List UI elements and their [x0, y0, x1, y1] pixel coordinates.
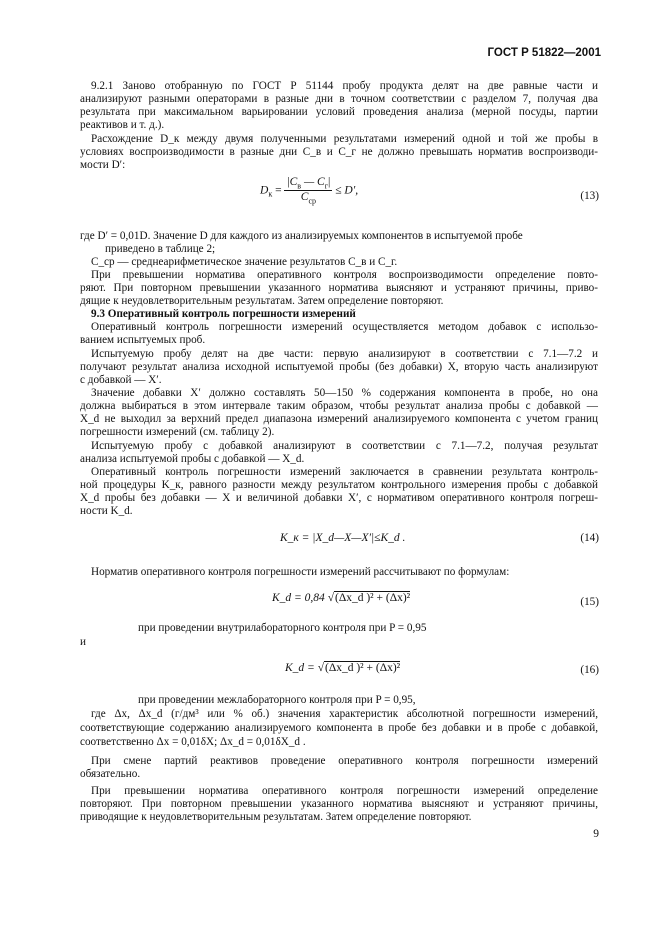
section-heading: 9.3 Оперативный контроль погрешности измерений [91, 308, 356, 320]
text-line: приведено в таблице 2; [105, 243, 216, 255]
text-line: Оперативный контроль погрешности измерений осуществляется методом добавок с использо- [91, 321, 598, 333]
text-line: при проведении внутрилабораторного контроля при P = 0,95 [138, 622, 427, 634]
equation-13: $D_к$ = $\frac{|C_в — C_г|}{C_{ср}}$ ≤ D′, [260, 176, 359, 206]
text-line: с добавкой — X′. [80, 374, 162, 386]
text-line: и [80, 636, 86, 648]
equation-14: K_к = |X_d—X—X′|≤K_d . [280, 532, 406, 544]
equation-number: (16) [580, 664, 599, 676]
text-line: соответственно Δx = 0,01δX; Δx_d = 0,01δX_d . [80, 736, 306, 748]
text-line: ванием испытуемых проб. [80, 334, 206, 346]
text-line: 9.2.1 Заново отобранную по ГОСТ Р 51144 пробу продукта делят на две равные части и [91, 80, 598, 92]
equation-number: (14) [580, 532, 599, 544]
text-line: получают результат анализа исходной испытуемой пробы (без добавки) X, вторую часть анализируют [80, 361, 598, 373]
page-number: 9 [593, 828, 599, 840]
equation-number: (15) [580, 596, 599, 608]
text-line: повторяют. При повторном превышении указанного норматива выясняют и устраняют причины, [80, 798, 598, 810]
text-line: условиях воспроизводимости в разные дни C_в и C_г не должно превышать норматив воспроизводи- [80, 146, 598, 158]
text-line: погрешности измерений (см. таблицу 2). [80, 426, 275, 438]
text-line: X_d не выходил за верхний предел диапазона измерений анализируемого компонента с учетом границ [80, 413, 598, 425]
text-line: ряют. При повторном превышении указанного норматива выясняют и устраняют причины, приво- [80, 282, 598, 294]
text-line: где Δx, Δx_d (г/дм³ или % об.) значения характеристик абсолютной погрешности измерений, [91, 708, 598, 720]
equation-number: (13) [580, 190, 599, 202]
text-line: Испытуемую пробу с добавкой анализируют в соответствии с 7.1—7.2, получая результат [91, 440, 598, 452]
text-line: ной процедуры K_к, равного разности между результатом контрольного измерения пробы с добавкой [80, 479, 598, 491]
text-line: реактивов и т. д.). [80, 119, 165, 131]
document-id: ГОСТ Р 51822—2001 [487, 47, 601, 59]
text-line: При превышении норматива оперативного контроля воспроизводимости определение повто- [91, 269, 598, 281]
text-line: ности K_d. [80, 505, 133, 517]
text-line: анализа испытуемой пробы с добавкой — X_d. [80, 453, 305, 465]
text-line: приводящие к неудовлетворительным результатам. Затем определение повторяют. [80, 811, 472, 823]
text-line: анализируют разными операторами в разные дни в точном соответствии с разделом 7, получая два [80, 93, 598, 105]
text-line: X_d пробы без добавки — X и величиной добавки X′, с нормативом оперативного контроля погреш- [80, 492, 598, 504]
text-line: Испытуемую пробу делят на две части: первую анализируют в соответствии с 7.1—7.2 и [91, 348, 598, 360]
text-line: При превышении норматива оперативного контроля погрешности измерений определение [91, 785, 598, 797]
text-line: Значение добавки X′ должно составлять 50—150 % содержания компонента в пробе, но она [91, 387, 598, 399]
text-line: при проведении межлабораторного контроля при P = 0,95, [138, 694, 416, 706]
text-line: Расхождение D_к между двумя полученными результатами измерений одной и той же пробы в [91, 133, 598, 145]
text-line: При смене партий реактивов проведение оперативного контроля погрешности измерений [91, 755, 598, 767]
text-line: Оперативный контроль погрешности измерений заключается в сравнении результата контроль- [91, 466, 598, 478]
text-line: Норматив оперативного контроля погрешности измерений рассчитывают по формулам: [91, 566, 510, 578]
text-line: C_ср — среднеарифметическое значение результатов C_в и C_г. [91, 256, 398, 268]
equation-16: K_d = √(Δx_d )² + (Δx)² [285, 662, 401, 674]
text-line: соответствующие содержанию анализируемого компонента в пробе без добавки и в пробе с добавкой, [80, 722, 598, 734]
equation-15: K_d = 0,84 √(Δx_d )² + (Δx)² [272, 592, 411, 604]
text-line: обязательно. [80, 768, 141, 780]
text-line: где D′ = 0,01D. Значение D для каждого из анализируемых компонентов в испытуемой пробе [80, 230, 523, 242]
text-line: результата при максимальном варьировании условий проведения анализа (мерной посуды, партии [80, 106, 598, 118]
text-line: мости D′: [80, 159, 126, 171]
text-line: должна выбираться в этом интервале таким образом, чтобы результат анализа пробы с добавкой — [80, 400, 598, 412]
text-line: дящие к неудовлетворительным результатам. Затем определение повторяют. [80, 295, 444, 307]
